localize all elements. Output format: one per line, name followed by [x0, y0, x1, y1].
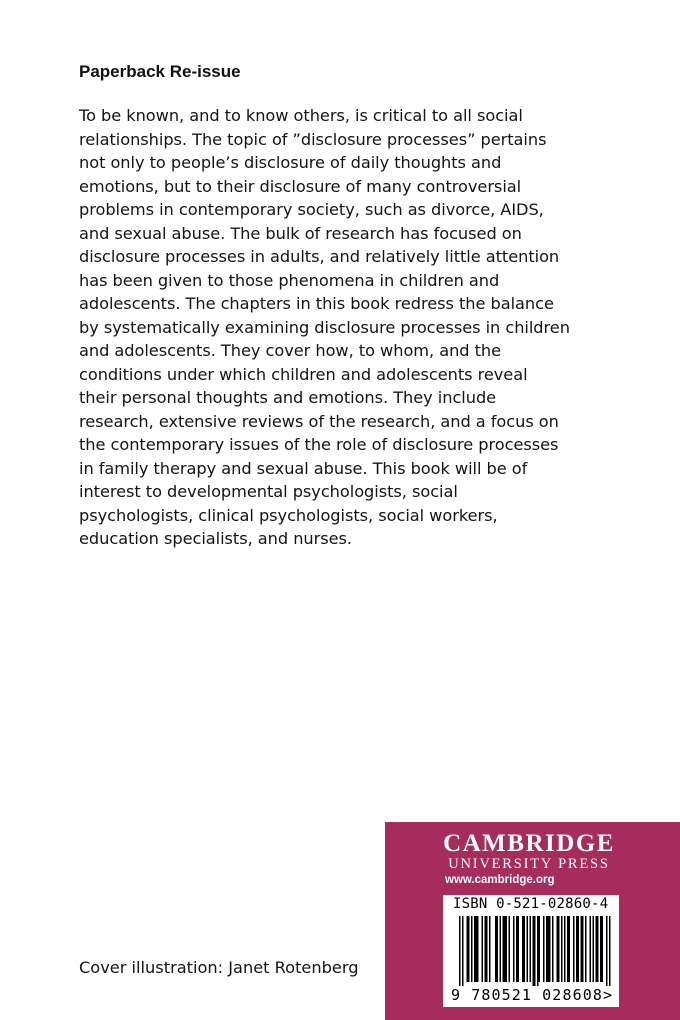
cover-illustration-credit: Cover illustration: Janet Rotenberg: [79, 958, 359, 977]
cover-heading: Paperback Re-issue: [79, 62, 241, 81]
blurb-line: education specialists, and nurses.: [79, 529, 352, 548]
publisher-website: www.cambridge.org: [445, 874, 555, 886]
blurb-line: and adolescents. They cover how, to whom, and the: [79, 341, 502, 360]
publisher-panel: [385, 822, 680, 1020]
blurb-line: research, extensive reviews of the research, and a focus on: [79, 411, 559, 431]
barcode-number: [451, 986, 613, 1004]
barcode-digits: 9 780521 028608: [451, 986, 603, 1004]
blurb-line: their personal thoughts and emotions. They include: [79, 388, 497, 407]
blurb-line: To be known, and to know others, is critical to all social: [79, 106, 523, 125]
blurb-line: psychologists, clinical psychologists, social workers,: [79, 505, 498, 525]
blurb-line: by systematically examining disclosure processes in children: [79, 317, 570, 337]
barcode-end-mark: >: [602, 986, 614, 1004]
blurb-line: the contemporary issues of the role of disclosure processes: [79, 435, 559, 454]
blurb-line: interest to developmental psychologists, social: [79, 482, 458, 501]
blurb-line: in family therapy and sexual abuse. This book will be of: [79, 458, 528, 478]
blurb-line: conditions under which children and adolescents reveal: [79, 364, 528, 384]
blurb-line: and sexual abuse. The bulk of research has focused on: [79, 223, 522, 243]
blurb-line: problems in contemporary society, such as divorce, AIDS,: [79, 200, 544, 219]
description-blurb: [79, 104, 649, 551]
barcode-panel: [443, 895, 619, 1007]
blurb-line: not only to people’s disclosure of daily thoughts and: [79, 153, 502, 172]
barcode-icon: [443, 914, 619, 986]
blurb-line: adolescents. The chapters in this book redress the balance: [79, 294, 554, 313]
blurb-line: relationships. The topic of ”disclosure processes” pertains: [79, 129, 547, 149]
blurb-line: emotions, but to their disclosure of many controversial: [79, 176, 522, 196]
blurb-line: disclosure processes in adults, and relatively little attention: [79, 247, 560, 266]
publisher-logo-name: CAMBRIDGE: [443, 830, 615, 857]
blurb-line: has been given to those phenomena in children and: [79, 270, 500, 290]
isbn-label: ISBN 0-521-02860-4: [453, 896, 609, 912]
publisher-logo-subtitle: UNIVERSITY PRESS: [448, 856, 610, 872]
